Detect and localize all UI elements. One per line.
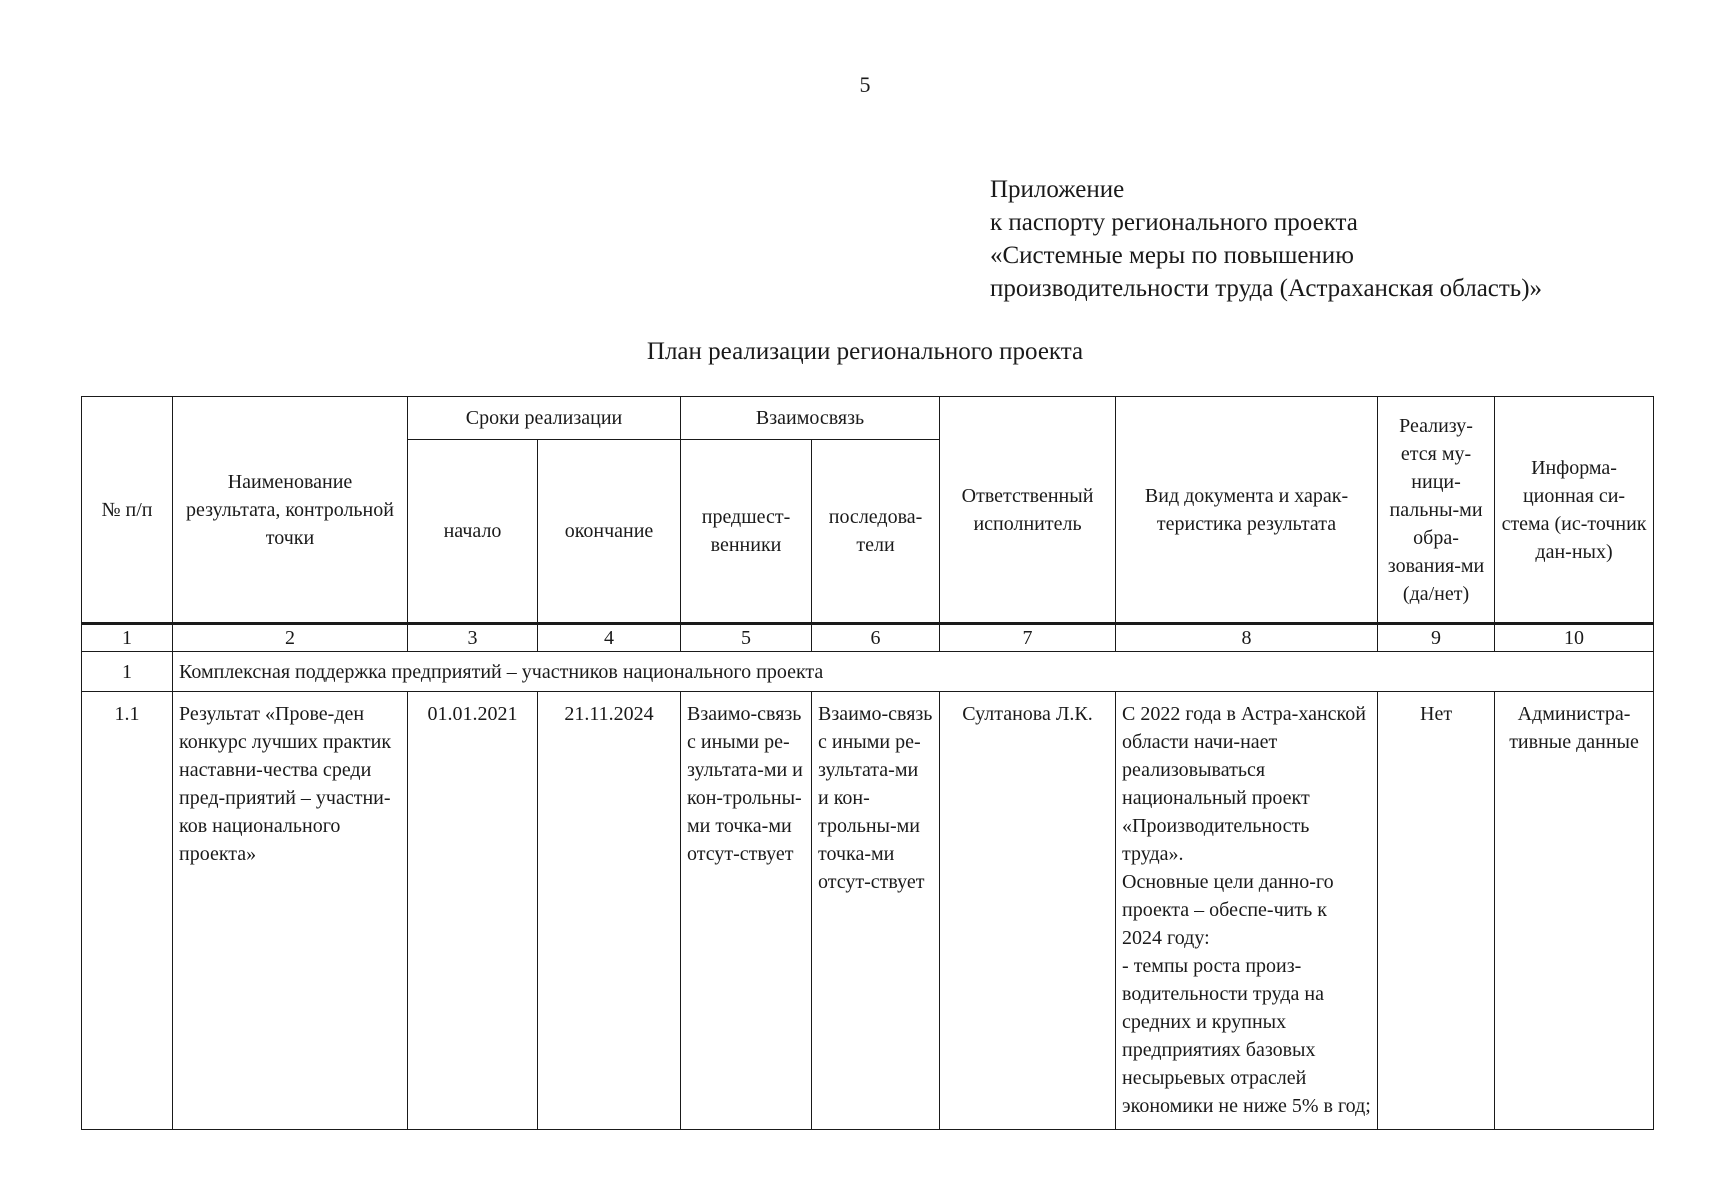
document-title: План реализации регионального проекта — [646, 338, 1084, 365]
doc-type-paragraph: С 2022 года в Астра-ханской области начи-нает реализовываться национальный проект «Производительность труда». — [1122, 703, 1366, 865]
appendix-line: «Системные меры по повышению — [990, 242, 1354, 269]
row-end: 21.11.2024 — [538, 692, 681, 1130]
section-number: 1 — [82, 652, 173, 692]
row-start: 01.01.2021 — [408, 692, 538, 1130]
column-number: 3 — [408, 624, 538, 652]
column-number: 4 — [538, 624, 681, 652]
column-number: 9 — [1378, 624, 1495, 652]
header-predecessors: предшест-венники — [681, 440, 812, 624]
appendix-line: производительности труда (Астраханская область)» — [990, 275, 1543, 302]
column-number: 5 — [681, 624, 812, 652]
appendix-line: к паспорту регионального проекта — [990, 209, 1358, 236]
header-start: начало — [408, 440, 538, 624]
doc-type-paragraph: Основные цели данно-го проекта – обеспе-чить к 2024 году: — [1122, 871, 1334, 949]
column-number: 1 — [82, 624, 173, 652]
page-number: 5 — [859, 72, 871, 97]
column-number: 8 — [1116, 624, 1378, 652]
row-predecessors: Взаимо-связь с иными ре-зультата-ми и кон-трольны-ми точка-ми отсут-ствует — [681, 692, 812, 1130]
row-name: Результат «Прове-ден конкурс лучших практик наставни-чества среди пред-приятий – участни-ков национального проекта» — [173, 692, 408, 1130]
header-num: № п/п — [82, 397, 173, 624]
header-relation: Взаимосвязь — [681, 397, 940, 440]
table-row — [82, 692, 1654, 1130]
header-name: Наименование результата, контрольной точки — [173, 397, 408, 624]
row-doc-type — [1116, 692, 1378, 1130]
doc-type-paragraph: - темпы роста произ-водительности труда на средних и крупных предприятиях базовых несырьевых отраслей экономики не ниже 5% в год; — [1122, 955, 1371, 1117]
appendix-line: Приложение — [990, 176, 1125, 203]
column-number: 2 — [173, 624, 408, 652]
header-municipal: Реализу-ется му-ници-пальны-ми обра-зования-ми (да/нет) — [1378, 397, 1495, 624]
appendix-caption — [990, 173, 1542, 305]
header-info-system: Информа-ционная си-стема (ис-точник дан-ных) — [1495, 397, 1654, 624]
row-num: 1.1 — [82, 692, 173, 1130]
header-end: окончание — [538, 440, 681, 624]
header-terms: Сроки реализации — [408, 397, 681, 440]
section-title: Комплексная поддержка предприятий – участников национального проекта — [173, 652, 1654, 692]
row-info-system: Администра-тивные данные — [1495, 692, 1654, 1130]
implementation-plan-table — [81, 396, 1654, 1130]
column-number: 7 — [940, 624, 1116, 652]
row-successors: Взаимо-связь с иными ре-зультата-ми и кон-трольны-ми точка-ми отсут-ствует — [812, 692, 940, 1130]
column-number: 10 — [1495, 624, 1654, 652]
header-responsible: Ответственный исполнитель — [940, 397, 1116, 624]
header-successors: последова-тели — [812, 440, 940, 624]
row-municipal: Нет — [1378, 692, 1495, 1130]
column-number: 6 — [812, 624, 940, 652]
row-responsible: Султанова Л.К. — [940, 692, 1116, 1130]
header-doc-type: Вид документа и харак-теристика результата — [1116, 397, 1378, 624]
